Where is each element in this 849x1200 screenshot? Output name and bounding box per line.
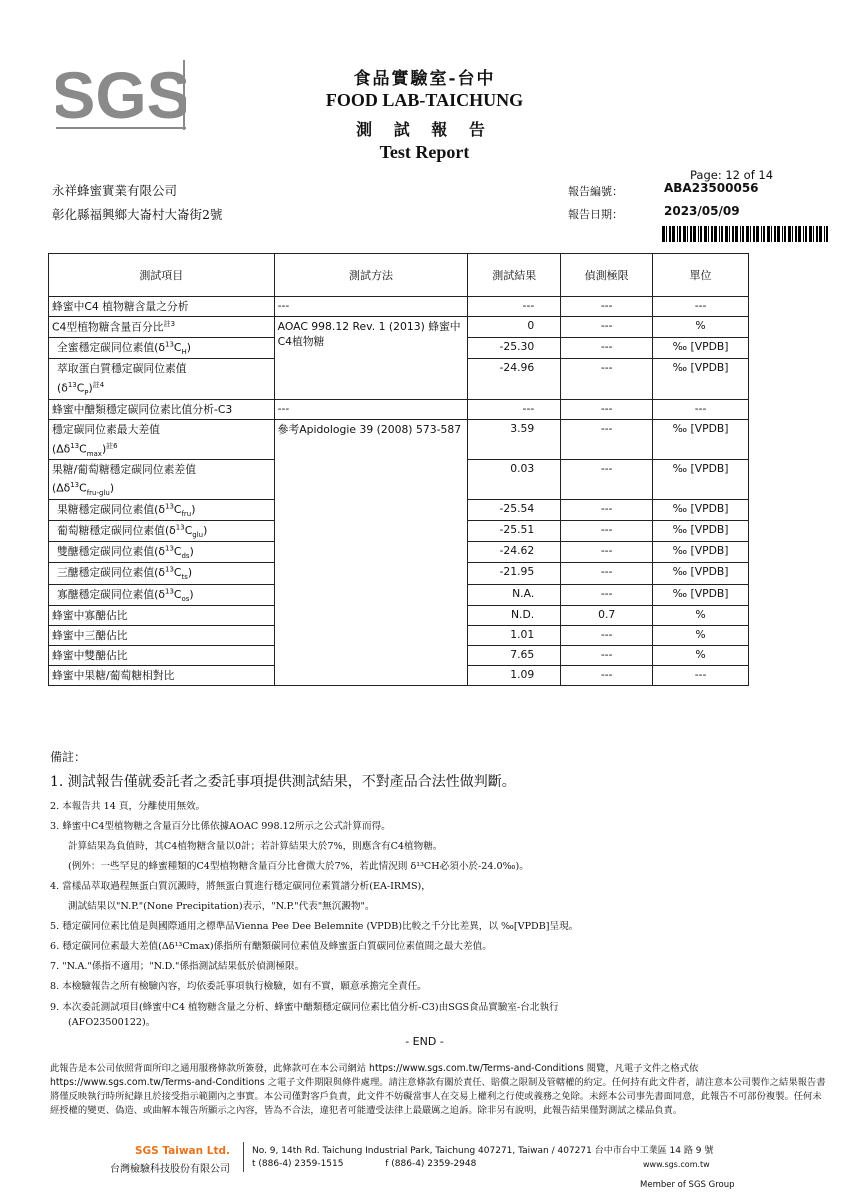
- row-item-prefix: (δ: [57, 381, 68, 395]
- row-item: [49, 625, 275, 645]
- barcode-bar: [721, 226, 723, 242]
- footnote-ref: 註3: [163, 320, 176, 328]
- results-table: [48, 253, 749, 686]
- page-number: Page: 12 of 14: [690, 168, 774, 182]
- row-result: -24.96: [468, 358, 561, 399]
- title-zh: 食品實驗室-台中: [353, 69, 496, 89]
- isotope-sub: P: [84, 388, 89, 397]
- note-2: 2. 本報告共 14 頁，分離使用無效。: [50, 801, 206, 812]
- isotope-sup: 13: [165, 502, 174, 511]
- note-4b: 測試結果以"N.P."(None Precipitation)表示，"N.P."代表"無沉澱物"。: [68, 901, 375, 912]
- barcode-bar: [756, 226, 759, 242]
- row-item-label: 雙醣穩定碳同位素值(δ: [57, 545, 165, 559]
- isotope-sup: 13: [165, 544, 174, 553]
- barcode-bar: [729, 226, 730, 242]
- isotope-sup: 13: [165, 565, 174, 574]
- row-result: -21.95: [468, 563, 561, 584]
- note-1: 1. 測試報告僅就委託者之委託事項提供測試結果，不對產品合法性做判斷。: [50, 774, 516, 790]
- row-item: [49, 358, 275, 399]
- footnote-ref: 註4: [92, 380, 105, 389]
- row-lod: 0.7: [561, 605, 653, 625]
- row-lod: ---: [561, 521, 653, 542]
- barcode-bar: [782, 226, 783, 242]
- table-row: [49, 317, 749, 338]
- barcode-bar: [798, 226, 801, 242]
- report-title-en: Test Report: [379, 142, 470, 162]
- row-item-label: 全蜜穩定碳同位素值(δ: [57, 340, 165, 354]
- barcode-bar: [669, 226, 671, 242]
- row-lod: ---: [561, 358, 653, 399]
- report-date-label: 報告日期：: [568, 208, 623, 221]
- row-item-label: 寡醣穩定碳同位素值(δ: [57, 587, 165, 601]
- isotope-sub: ts: [181, 573, 188, 582]
- footer-web[interactable]: www.sgs.com.tw: [643, 1160, 710, 1169]
- row-unit: ‰ [VPDB]: [653, 542, 749, 563]
- row-result: 0: [468, 317, 561, 338]
- report-title-zh: 測 試 報 告: [356, 120, 493, 139]
- row-result: 0.03: [468, 460, 561, 500]
- row-lod: ---: [561, 563, 653, 584]
- isotope-sub: os: [181, 594, 190, 603]
- row-item: 寡醣穩定碳同位素值$(\delta^{13}C_{os})$: [49, 584, 275, 605]
- isotope-sub: fru: [181, 510, 192, 519]
- barcode-bar: [774, 226, 776, 242]
- row-lod: ---: [561, 584, 653, 605]
- barcode: [662, 226, 830, 242]
- row-item-prefix: (Δδ: [52, 481, 71, 495]
- barcode-bar: [714, 226, 717, 242]
- isotope-sub: max: [86, 449, 102, 458]
- notes-section: [50, 748, 810, 1030]
- footer-member: Member of SGS Group: [640, 1180, 735, 1190]
- row-item-label: 果糖穩定碳同位素值(δ: [57, 503, 165, 516]
- isotope-c: C: [79, 481, 87, 495]
- isotope-c: C: [173, 545, 182, 559]
- report-no-value: ABA23500056: [664, 181, 759, 195]
- barcode-bar: [819, 226, 822, 242]
- row-unit: ‰ [VPDB]: [653, 500, 749, 521]
- isotope-sup: 13: [70, 441, 80, 450]
- note-6: 6. 穩定碳同位素最大差值(Δδ¹³Cmax)係指所有醣類碳同位素值及蜂蜜蛋白質碳同位素值間之最大差值。: [50, 941, 492, 952]
- barcode-bar: [719, 226, 720, 242]
- row-item-label: 蜂蜜中三醣佔比: [52, 628, 128, 642]
- barcode-bar: [792, 226, 793, 242]
- barcode-bar: [687, 226, 688, 242]
- disclaimer-text: 此報告是本公司依照背面所印之通用服務條款所簽發，此條款可在本公司網站 https://www.sgs.com.tw/Terms-and-Conditions 閱覽，凡電子文件之格式依https://www.sgs.com.tw/Terms-and-Conditions 之電子文件期限與條件處理。請注意條款有關於責任、賠償之限制及管轄權的約定。任何持有此文件者，請注意本公司製作之結果報告書將僅反映執行時所紀錄且於接受指示範圍內之事實。本公司僅對客戶負責，此文件不妨礙當事人在交易上權利之行使或義務之免除。未經本公司事先書面同意，此報告不可部份複製。任何未經授權的變更、偽造、或曲解本報告所顯示之內容，皆為不合法，違犯者可能遭受法律上最嚴厲之追訴。除非另有說明，此報告結果僅對測試之樣品負責。: [50, 1063, 826, 1116]
- isotope-sub: fru-glu: [86, 489, 110, 497]
- row-unit: ‰ [VPDB]: [653, 419, 749, 460]
- barcode-bar: [690, 226, 692, 242]
- barcode-bar: [662, 226, 665, 242]
- row-item-label: 蜂蜜中醣類穩定碳同位素比值分析-C3: [52, 402, 233, 416]
- row-item: [49, 297, 275, 317]
- barcode-bar: [679, 226, 681, 242]
- row-item-label: 三醣穩定碳同位素值(δ: [57, 566, 165, 580]
- row-lod: ---: [561, 419, 653, 460]
- row-result: -24.62: [468, 542, 561, 563]
- barcode-bar: [666, 226, 667, 242]
- row-item: 三醣穩定碳同位素值$(\delta^{13}C_{ts})$: [49, 563, 275, 584]
- title-en: FOOD LAB-TAICHUNG: [325, 90, 524, 110]
- row-unit: %: [653, 317, 749, 338]
- row-item: [49, 665, 275, 685]
- row-unit: ‰ [VPDB]: [653, 521, 749, 542]
- note-4a: 4. 當樣品萃取過程無蛋白質沉澱時，將無蛋白質進行穩定碳同位素質譜分析(EA-IRMS)，: [50, 881, 431, 892]
- barcode-bar: [732, 226, 734, 242]
- row-item-label: 萃取蛋白質穩定碳同位素值: [57, 361, 187, 375]
- row-item: 果糖穩定碳同位素值$(\delta^{13}C_{fru})$: [49, 500, 275, 521]
- footer-company-zh: 台灣檢驗科技股份有限公司: [110, 1164, 230, 1175]
- footer-fax: f (886-4) 2359-2948: [385, 1159, 477, 1169]
- isotope-c: C: [76, 381, 85, 395]
- isotope-c: C: [184, 524, 193, 538]
- barcode-bar: [753, 226, 755, 242]
- row-item: 雙醣穩定碳同位素值$(\delta^{13}C_{ds})$: [49, 542, 275, 563]
- row-item-label: 蜂蜜中雙醣佔比: [52, 648, 128, 662]
- header-lod: 偵測極限: [561, 254, 653, 297]
- isotope-sup: 13: [175, 523, 185, 532]
- row-item: [49, 419, 275, 460]
- barcode-bar: [746, 226, 749, 242]
- barcode-bar: [795, 226, 797, 242]
- row-unit: %: [653, 645, 749, 665]
- note-3a: 3. 蜂蜜中C4型植物糖之含量百分比係依據AOAC 998.12所示之公式計算而得。: [50, 821, 391, 832]
- row-unit: ‰ [VPDB]: [653, 584, 749, 605]
- row-lod: ---: [561, 542, 653, 563]
- barcode-bar: [784, 226, 786, 242]
- row-item: [49, 460, 275, 500]
- isotope-c: C: [173, 340, 182, 354]
- barcode-bar: [672, 226, 675, 242]
- barcode-bar: [740, 226, 741, 242]
- row-item-label: 葡萄糖穩定碳同位素值(δ: [57, 524, 176, 538]
- row-lod: ---: [561, 625, 653, 645]
- row-item-line2: $(\delta^{13}C_P)^{註4}$: [57, 380, 105, 397]
- barcode-bar: [816, 226, 818, 242]
- row-item: 葡萄糖穩定碳同位素值$(\delta^{13}C_{glu})$: [49, 521, 275, 542]
- barcode-bar: [763, 226, 765, 242]
- barcode-bar: [750, 226, 751, 242]
- row-lod: ---: [561, 337, 653, 358]
- row-lod: ---: [561, 500, 653, 521]
- barcode-bar: [803, 226, 804, 242]
- row-result: -25.30: [468, 337, 561, 358]
- row-method: 參考Apidologie 39 (2008) 573-587: [274, 419, 468, 685]
- row-result: ---: [468, 297, 561, 317]
- barcode-bar: [683, 226, 686, 242]
- barcode-bar: [809, 226, 812, 242]
- row-item-label: 果糖/葡萄糖穩定碳同位素差值: [52, 463, 196, 477]
- row-item-label: 蜂蜜中寡醣佔比: [52, 608, 128, 622]
- barcode-bar: [677, 226, 678, 242]
- end-marker: - END -: [405, 1035, 444, 1048]
- row-result: -25.51: [468, 521, 561, 542]
- barcode-bar: [711, 226, 713, 242]
- report-date-value: 2023/05/09: [664, 204, 740, 218]
- isotope-sup: 13: [165, 340, 174, 348]
- row-unit: %: [653, 605, 749, 625]
- row-lod: ---: [561, 460, 653, 500]
- row-item-line2: $(\Delta\delta^{13}C_{max})^{註6}$: [52, 441, 118, 458]
- report-no-label: 報告編號：: [568, 185, 623, 198]
- row-result: 1.09: [468, 665, 561, 685]
- client-address: 彰化縣福興鄉大崙村大崙街2號: [52, 207, 223, 222]
- row-item-prefix: (Δδ: [52, 442, 71, 456]
- header-method: 測試方法: [274, 254, 468, 297]
- barcode-bar: [693, 226, 696, 242]
- note-5: 5. 穩定碳同位素比值是與國際通用之標準品Vienna Pee Dee Belemnite (VPDB)比較之千分比差異，以 ‰[VPDB]呈現。: [50, 921, 579, 932]
- note-9a: 9. 本次委託測試項目(蜂蜜中C4 植物糖含量之分析、蜂蜜中醣類穩定碳同位素比值分析-C3)由SGS食品實驗室-台北執行: [50, 1002, 559, 1013]
- logo-text: SGS: [56, 60, 186, 130]
- header-item: 測試項目: [49, 254, 275, 297]
- barcode-bar: [761, 226, 762, 242]
- barcode-bar: [826, 226, 828, 242]
- barcode-bar: [742, 226, 744, 242]
- row-item: [49, 399, 275, 419]
- footer-address: No. 9, 14th Rd. Taichung Industrial Park, Taichung 407271, Taiwan / 407271 台中市台中工業區 14 路 9 號: [252, 1146, 714, 1156]
- row-method: AOAC 998.12 Rev. 1 (2013) 蜂蜜中C4植物糖: [274, 317, 468, 400]
- barcode-bar: [725, 226, 728, 242]
- row-unit: ---: [653, 297, 749, 317]
- isotope-c: C: [173, 503, 182, 516]
- notes-heading: 備註：: [50, 750, 87, 764]
- table-row: [49, 297, 749, 317]
- isotope-sup: 13: [165, 587, 174, 596]
- note-7: 7. "N.A."係指不適用；"N.D."係指測試結果低於偵測極限。: [50, 961, 305, 972]
- row-item: [49, 605, 275, 625]
- footer-tel: t (886-4) 2359-1515: [252, 1159, 344, 1169]
- row-result: 3.59: [468, 419, 561, 460]
- isotope-sup: 13: [67, 380, 77, 389]
- barcode-bar: [735, 226, 738, 242]
- row-result: -25.54: [468, 500, 561, 521]
- row-lod: ---: [561, 665, 653, 685]
- isotope-sub: glu: [192, 531, 204, 540]
- isotope-c: C: [79, 442, 87, 456]
- row-item-label: 蜂蜜中C4 植物糖含量之分析: [52, 300, 189, 313]
- barcode-bar: [813, 226, 814, 242]
- footnote-ref: 註6: [106, 441, 118, 450]
- note-8: 8. 本檢驗報告之所有檢驗內容，均依委託事項執行檢驗，如有不實，願意承擔完全責任。: [50, 981, 427, 992]
- barcode-bar: [777, 226, 780, 242]
- footer-divider: [243, 1142, 244, 1172]
- header-unit: 單位: [653, 254, 749, 297]
- table-row: [49, 399, 749, 419]
- row-unit: ---: [653, 665, 749, 685]
- row-item: [49, 317, 275, 338]
- row-item: 全蜜穩定碳同位素值$(\delta^{13}C_H)$: [49, 337, 275, 358]
- note-3c: (例外：一些罕見的蜂蜜種類的C4型植物糖含量百分比會微大於7%，若此情況則 δ¹³CH必須小於-24.0‰)。: [68, 861, 529, 872]
- row-item: [49, 645, 275, 665]
- barcode-bar: [767, 226, 770, 242]
- row-item-line2: $(\Delta\delta^{13}C_{fru-glu})$: [52, 481, 115, 497]
- table-header-row: [49, 254, 749, 297]
- row-unit: ‰ [VPDB]: [653, 358, 749, 399]
- barcode-bar: [824, 226, 825, 242]
- row-unit: ‰ [VPDB]: [653, 563, 749, 584]
- footer-company-en: SGS Taiwan Ltd.: [134, 1145, 230, 1157]
- barcode-bar: [708, 226, 709, 242]
- row-unit: ‰ [VPDB]: [653, 337, 749, 358]
- row-item-label: 穩定碳同位素最大差值: [52, 422, 160, 436]
- row-lod: ---: [561, 645, 653, 665]
- row-result: 1.01: [468, 625, 561, 645]
- barcode-bar: [805, 226, 807, 242]
- isotope-c: C: [173, 587, 182, 601]
- row-unit: ‰ [VPDB]: [653, 460, 749, 500]
- barcode-bar: [771, 226, 772, 242]
- row-unit: ---: [653, 399, 749, 419]
- row-method: ---: [274, 297, 468, 317]
- isotope-c: C: [173, 566, 182, 580]
- isotope-sup: 13: [70, 481, 80, 490]
- barcode-bar: [698, 226, 699, 242]
- barcode-bar: [704, 226, 707, 242]
- footer-company: [50, 1145, 230, 1175]
- barcode-bar: [788, 226, 791, 242]
- row-lod: ---: [561, 317, 653, 338]
- row-item-label: C4型植物糖含量百分比: [52, 320, 164, 334]
- table-row: [49, 419, 749, 460]
- row-result: N.D.: [468, 605, 561, 625]
- row-lod: ---: [561, 399, 653, 419]
- row-lod: ---: [561, 297, 653, 317]
- note-3b: 計算結果為負值時，其C4植物糖含量以0計；若計算結果大於7%，則應含有C4植物糖。: [68, 841, 443, 852]
- barcode-bar: [700, 226, 702, 242]
- row-result: 7.65: [468, 645, 561, 665]
- note-9b: (AFO23500122)。: [68, 1017, 156, 1028]
- isotope-sub: ds: [181, 552, 190, 561]
- row-method: ---: [274, 399, 468, 419]
- row-unit: %: [653, 625, 749, 645]
- row-result: ---: [468, 399, 561, 419]
- client-name: 永祥蜂蜜實業有限公司: [52, 183, 178, 198]
- row-result: N.A.: [468, 584, 561, 605]
- isotope-sub: H: [181, 347, 187, 356]
- header-result: 測試結果: [468, 254, 561, 297]
- row-item-label: 蜂蜜中果糖/葡萄糖相對比: [52, 668, 175, 682]
